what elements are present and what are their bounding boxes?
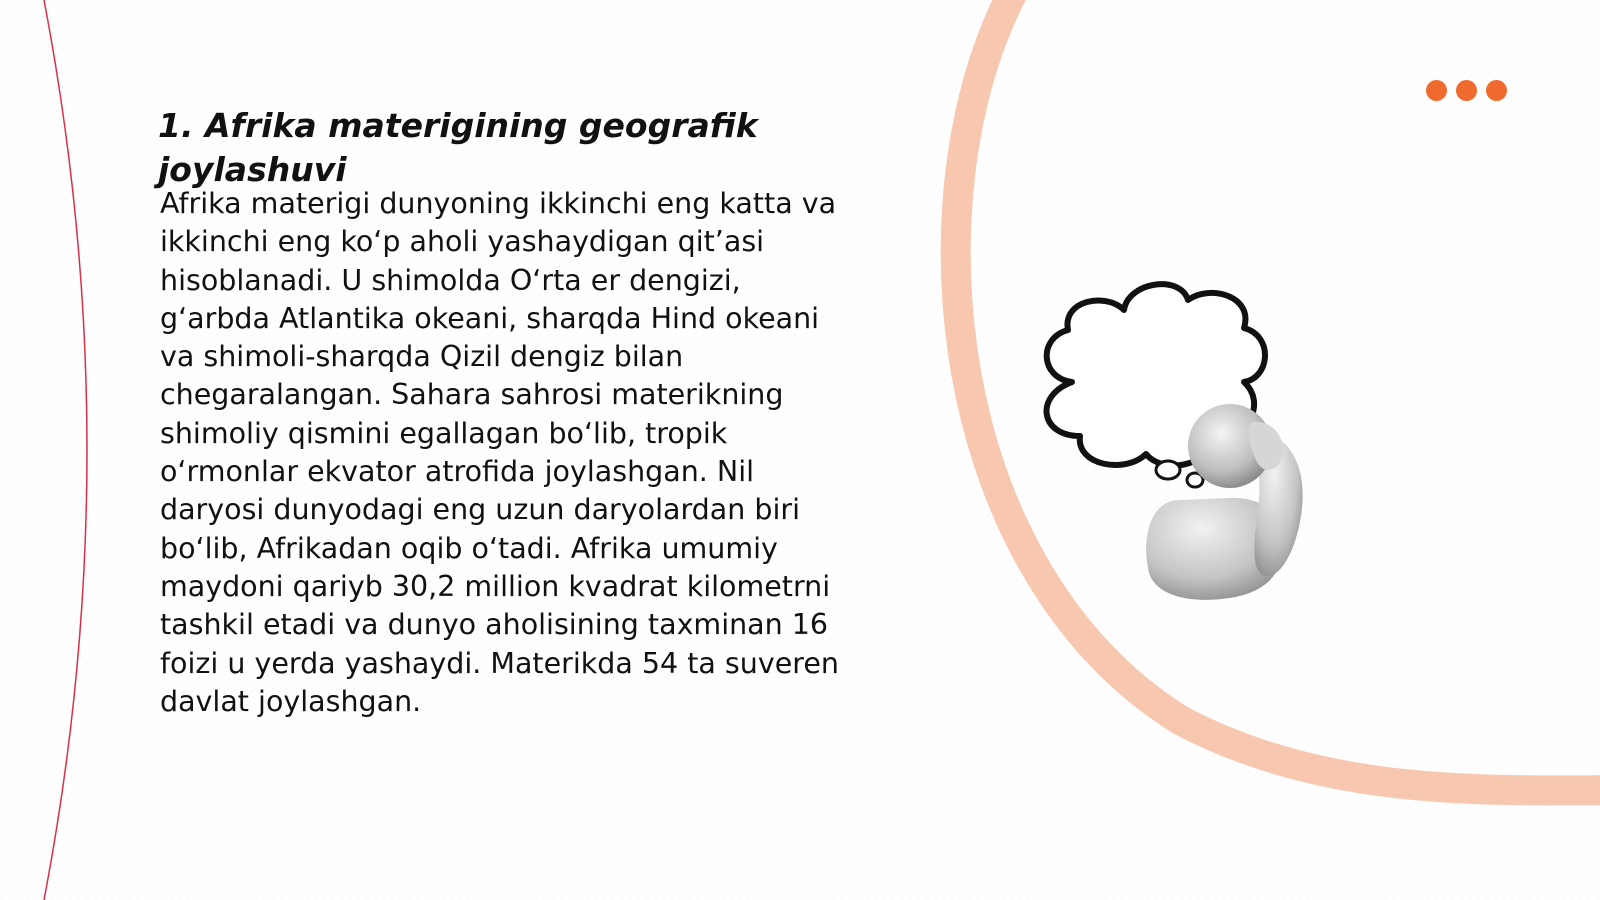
thinking-person-illustration xyxy=(1030,278,1350,618)
menu-dots-icon[interactable] xyxy=(1426,80,1507,101)
left-curve-line xyxy=(44,0,87,900)
dot xyxy=(1426,80,1447,101)
dot xyxy=(1486,80,1507,101)
thought-bubble-small xyxy=(1156,461,1180,479)
slide-body-text: Afrika materigi dunyoning ikkinchi eng katta va ikkinchi eng ko‘p aholi yashaydigan qit’asi hisoblanadi. U shimolda O‘rta er dengizi, g‘arbda Atlantika okeani, sharqda Hind okeani va shimoli-sharqda Qizil dengiz bilan chegaralangan. Sahara sahrosi materikning shimoliy qismini egallagan bo‘lib, tropik o‘rmonlar ekvator atrofida joylashgan. Nil daryosi dunyodagi eng uzun daryolardan biri bo‘lib, Afrikadan oqib o‘tadi. Afrika umumiy maydoni qariyb 30,2 million kvadrat kilometrni tashkil etadi va dunyo aholisining taxminan 16 foizi u yerda yashaydi. Materikda 54 ta suveren davlat joylashgan. xyxy=(160,187,839,718)
dot xyxy=(1456,80,1477,101)
slide-title: 1. Afrika materigining geografik joylashuvi xyxy=(158,106,758,189)
